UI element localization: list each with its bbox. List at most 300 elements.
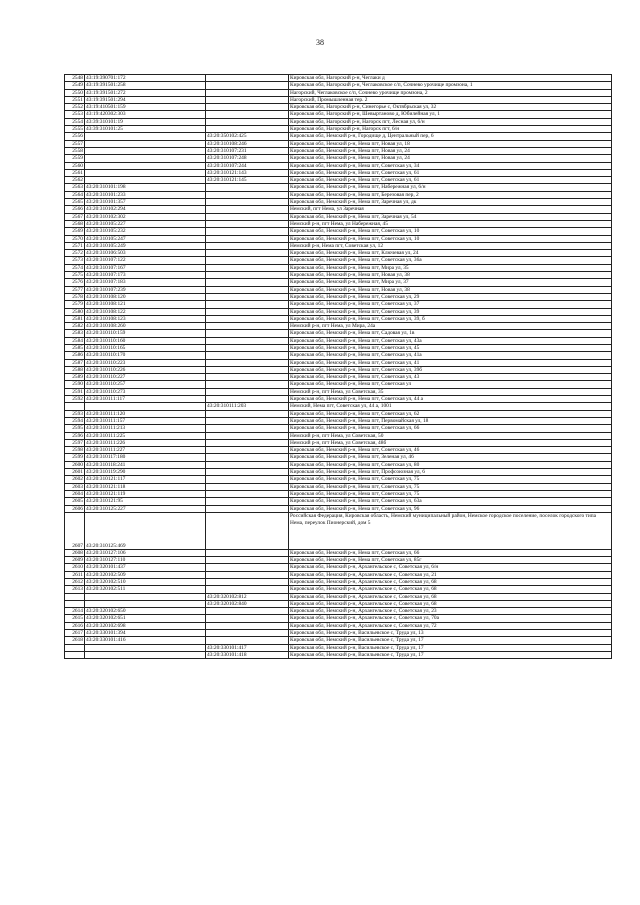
- cadastral-number-cell: 43:20:310110:223: [85, 359, 206, 366]
- address-cell: Кировская обл, Немский р-н, Нема пгт, Советская ул, 61: [289, 169, 612, 176]
- related-cadastral-number-cell: [206, 206, 289, 213]
- cadastral-number-cell: 43:20:320102:650: [85, 608, 206, 615]
- table-row: [65, 410, 612, 417]
- related-cadastral-number-cell: [206, 637, 289, 644]
- address-cell: Кировская обл, Немский р-н, Архангельское с, Советская ул, 6/н: [289, 564, 612, 571]
- cadastral-number-cell: 43:20:310107:122: [85, 257, 206, 264]
- address-cell: Кировская обл, Немский р-н, Васильевское с, Труда ул, 17: [289, 637, 612, 644]
- cadastral-number-cell: 43:39:310101:25: [85, 126, 206, 133]
- related-cadastral-number-cell: [206, 111, 289, 118]
- row-number-cell: [65, 403, 85, 410]
- address-cell: Кировская обл, Немский р-н, Нема пгт, Советская ул, 66: [289, 549, 612, 556]
- row-number-cell: [65, 644, 85, 651]
- address-cell: Кировская обл, Немский р-н, Нема пгт, Советская ул, 44 а: [289, 396, 612, 403]
- table-row: [65, 213, 612, 220]
- related-cadastral-number-cell: [206, 257, 289, 264]
- address-cell: Кировская обл, Немский р-н, Васильевское с, Труда ул, 17: [289, 644, 612, 651]
- related-cadastral-number-cell: [206, 425, 289, 432]
- cadastral-number-cell: 43:20:310110:273: [85, 388, 206, 395]
- table-row: [65, 593, 612, 600]
- table-row: [65, 579, 612, 586]
- table-row: [65, 439, 612, 446]
- cadastral-number-cell: 43:20:310105:247: [85, 235, 206, 242]
- related-cadastral-number-cell: [206, 220, 289, 227]
- row-number-cell: [65, 651, 85, 658]
- address-cell: Кировская обл, Немский р-н, Архангельское с, Советская ул, 68: [289, 600, 612, 607]
- cadastral-number-cell: 43:20:310121:118: [85, 483, 206, 490]
- address-cell: Немский р-н, пгт Нема, ул Советская, 35: [289, 388, 612, 395]
- address-cell: Кировская обл, Немский р-н, Нема пгт, Новая ул, 18: [289, 140, 612, 147]
- cadastral-number-cell: [85, 155, 206, 162]
- cadastral-number-cell: [85, 140, 206, 147]
- address-cell: Кировская обл, Немский р-н, Нема пгт, Новая ул, 38: [289, 286, 612, 293]
- related-cadastral-number-cell: [206, 250, 289, 257]
- related-cadastral-number-cell: [206, 461, 289, 468]
- table-row: [65, 337, 612, 344]
- row-number-cell: 2617: [65, 630, 85, 637]
- related-cadastral-number-cell: [206, 366, 289, 373]
- cadastral-number-cell: 43:20:310121:95: [85, 498, 206, 505]
- related-cadastral-number-cell: [206, 228, 289, 235]
- address-cell: Кировская обл, Немский р-н, Нема пгт, Советская ул, 96: [289, 505, 612, 512]
- row-number-cell: 2597: [65, 439, 85, 446]
- row-number-cell: 2580: [65, 308, 85, 315]
- related-cadastral-number-cell: [206, 549, 289, 556]
- related-cadastral-number-cell: 43:20:310107:248: [206, 155, 289, 162]
- address-cell: Кировская обл, Нагорский р-н, Синегорье с, Октябрьская ул, 32: [289, 104, 612, 111]
- row-number-cell: 2604: [65, 490, 85, 497]
- table-row: [65, 425, 612, 432]
- related-cadastral-number-cell: [206, 447, 289, 454]
- table-row: [65, 279, 612, 286]
- table-row: [65, 293, 612, 300]
- table-row: [65, 330, 612, 337]
- related-cadastral-number-cell: [206, 89, 289, 96]
- cadastral-number-cell: [85, 147, 206, 154]
- table-row: [65, 235, 612, 242]
- table-row: [65, 89, 612, 96]
- table-row: [65, 366, 612, 373]
- related-cadastral-number-cell: 43:20:330101:418: [206, 651, 289, 658]
- row-number-cell: 2595: [65, 425, 85, 432]
- cadastral-number-cell: [85, 403, 206, 410]
- related-cadastral-number-cell: [206, 104, 289, 111]
- row-number-cell: 2594: [65, 417, 85, 424]
- table-row: [65, 483, 612, 490]
- table-row: [65, 637, 612, 644]
- related-cadastral-number-cell: 43:20:310121:145: [206, 177, 289, 184]
- cadastral-number-cell: 43:20:310108:121: [85, 301, 206, 308]
- row-number-cell: 2548: [65, 75, 85, 82]
- address-cell: Кировская обл, Немский р-н, Нема пгт, Мира ул, 37: [289, 279, 612, 286]
- related-cadastral-number-cell: [206, 410, 289, 417]
- registry-table: [64, 74, 612, 659]
- cadastral-number-cell: 43:20:330101:394: [85, 630, 206, 637]
- cadastral-number-cell: 43:20:330101:416: [85, 637, 206, 644]
- address-cell: Кировская обл, Немский р-н, Нема пгт, Заречная ул, дк: [289, 199, 612, 206]
- cadastral-number-cell: 43:20:310108:123: [85, 315, 206, 322]
- table-row: [65, 352, 612, 359]
- address-cell: Кировская обл, Немский р-н, Нема пгт, Советская ул, 63а: [289, 498, 612, 505]
- related-cadastral-number-cell: [206, 264, 289, 271]
- related-cadastral-number-cell: [206, 615, 289, 622]
- address-cell: Кировская обл, Немский р-н, Нема пгт, Профсоюзная ул, 6: [289, 469, 612, 476]
- row-number-cell: 2572: [65, 250, 85, 257]
- row-number-cell: 2566: [65, 206, 85, 213]
- table-row: [65, 257, 612, 264]
- table-row: [65, 82, 612, 89]
- cadastral-number-cell: 43:20:310111:157: [85, 417, 206, 424]
- table-row: [65, 469, 612, 476]
- address-cell: Кировская обл, Немский р-н, Нема пгт, Советская ул, 45: [289, 344, 612, 351]
- address-cell: Кировская обл, Немский р-н, Нема пгт, Советская ул, 34: [289, 162, 612, 169]
- address-cell: Кировская обл, Нагорский р-н, Чеглаковское с/п, Сочнево урочище промзона, 1: [289, 82, 612, 89]
- row-number-cell: 2586: [65, 352, 85, 359]
- table-row: [65, 644, 612, 651]
- table-row: [65, 140, 612, 147]
- row-number-cell: 2559: [65, 155, 85, 162]
- address-cell: Российская Федерация, Кировская область, Немский муниципальный район, Немское городское поселение, поселок городского типа Нема, переулок Пионерский, дом 5: [289, 512, 612, 549]
- cadastral-number-cell: 43:20:310110:165: [85, 344, 206, 351]
- row-number-cell: 2609: [65, 557, 85, 564]
- cadastral-number-cell: 43:20:320102:698: [85, 622, 206, 629]
- address-cell: Кировская обл, Немский р-н, Нема пгт, Советская ул, 41: [289, 359, 612, 366]
- cadastral-number-cell: 43:20:310108:122: [85, 308, 206, 315]
- cadastral-number-cell: 43:20:310105:249: [85, 242, 206, 249]
- table-row: [65, 498, 612, 505]
- address-cell: Немский р-н, пгт Нема, ул Советская, 50: [289, 432, 612, 439]
- related-cadastral-number-cell: [206, 454, 289, 461]
- cadastral-number-cell: 43:20:310105:227: [85, 220, 206, 227]
- row-number-cell: 2552: [65, 104, 85, 111]
- row-number-cell: 2600: [65, 461, 85, 468]
- related-cadastral-number-cell: [206, 323, 289, 330]
- row-number-cell: 2574: [65, 264, 85, 271]
- related-cadastral-number-cell: 43:20:310107:231: [206, 147, 289, 154]
- related-cadastral-number-cell: 43:20:310108:246: [206, 140, 289, 147]
- row-number-cell: 2558: [65, 147, 85, 154]
- related-cadastral-number-cell: [206, 512, 289, 549]
- cadastral-number-cell: 43:19:391501:272: [85, 89, 206, 96]
- row-number-cell: 2588: [65, 366, 85, 373]
- related-cadastral-number-cell: [206, 235, 289, 242]
- row-number-cell: 2585: [65, 344, 85, 351]
- row-number-cell: 2561: [65, 169, 85, 176]
- related-cadastral-number-cell: [206, 213, 289, 220]
- address-cell: Кировская обл, Немский р-н, Васильевское с, Труда ул, 17: [289, 651, 612, 658]
- row-number-cell: 2590: [65, 381, 85, 388]
- table-row: [65, 220, 612, 227]
- related-cadastral-number-cell: [206, 126, 289, 133]
- address-cell: Кировская обл, Немский р-н, Нема пгт, Советская ул, 39б: [289, 366, 612, 373]
- row-number-cell: 2573: [65, 257, 85, 264]
- cadastral-number-cell: 43:20:310117:180: [85, 454, 206, 461]
- row-number-cell: 2569: [65, 228, 85, 235]
- row-number-cell: 2584: [65, 337, 85, 344]
- cadastral-number-cell: [85, 651, 206, 658]
- table-row: [65, 600, 612, 607]
- row-number-cell: 2611: [65, 571, 85, 578]
- table-row: [65, 564, 612, 571]
- row-number-cell: 2593: [65, 410, 85, 417]
- table-row: [65, 169, 612, 176]
- address-cell: Кировская обл, Немский р-н, Нема пгт, Советская ул, 10: [289, 228, 612, 235]
- row-number-cell: 2567: [65, 213, 85, 220]
- address-cell: Кировская обл, Немский р-н, Нема пгт, Советская ул, 75: [289, 476, 612, 483]
- related-cadastral-number-cell: [206, 586, 289, 593]
- cadastral-number-cell: 43:20:310111:213: [85, 425, 206, 432]
- related-cadastral-number-cell: 43:20:310107:244: [206, 162, 289, 169]
- table-row: [65, 651, 612, 658]
- address-cell: Кировская обл, Нагорский р-н, Чеглаки д: [289, 75, 612, 82]
- row-number-cell: 2568: [65, 220, 85, 227]
- address-cell: Кировская обл, Немский р-н, Нема пгт, Советская ул, 10: [289, 235, 612, 242]
- address-cell: Кировская обл, Немский р-н, Нема пгт, Советская ул, 43: [289, 374, 612, 381]
- row-number-cell: 2576: [65, 279, 85, 286]
- cadastral-number-cell: 43:20:310107:167: [85, 264, 206, 271]
- cadastral-number-cell: [85, 600, 206, 607]
- address-cell: Кировская обл, Немский р-н, Архангельское с, Советская ул, 70а: [289, 615, 612, 622]
- related-cadastral-number-cell: [206, 432, 289, 439]
- related-cadastral-number-cell: [206, 469, 289, 476]
- row-number-cell: 2602: [65, 476, 85, 483]
- related-cadastral-number-cell: 43:20:310111:203: [206, 403, 289, 410]
- table-row: [65, 454, 612, 461]
- address-cell: Кировская обл, Немский р-н, Нема пгт, Советская ул, 29: [289, 293, 612, 300]
- row-number-cell: 2575: [65, 272, 85, 279]
- related-cadastral-number-cell: [206, 301, 289, 308]
- row-number-cell: 2618: [65, 637, 85, 644]
- table-row: [65, 315, 612, 322]
- table-row: [65, 147, 612, 154]
- row-number-cell: 2551: [65, 96, 85, 103]
- table-row: [65, 388, 612, 395]
- cadastral-number-cell: 43:19:420302:303: [85, 111, 206, 118]
- row-number-cell: 2615: [65, 615, 85, 622]
- cadastral-number-cell: 43:20:310110:257: [85, 381, 206, 388]
- cadastral-number-cell: 43:20:310111:117: [85, 396, 206, 403]
- table-row: [65, 490, 612, 497]
- address-cell: Кировская обл, Немский р-н, Нема пгт, Советская ул, 36а: [289, 257, 612, 264]
- row-number-cell: [65, 600, 85, 607]
- cadastral-number-cell: 43:20:310118:241: [85, 461, 206, 468]
- row-number-cell: 2579: [65, 301, 85, 308]
- address-cell: Кировская обл, Немский р-н, Нема пгт, Советская ул, 39: [289, 308, 612, 315]
- related-cadastral-number-cell: [206, 483, 289, 490]
- row-number-cell: 2606: [65, 505, 85, 512]
- address-cell: Кировская обл, Нагорский р-н, Нагорск пгт, 6/н: [289, 126, 612, 133]
- cadastral-number-cell: 43:20:310110:226: [85, 366, 206, 373]
- address-cell: Кировская обл, Немский р-н, Нема пгт, Советская ул, 75: [289, 483, 612, 490]
- row-number-cell: 2570: [65, 235, 85, 242]
- address-cell: Кировская обл, Немский р-н, Нема пгт, Советская ул, 62: [289, 410, 612, 417]
- row-number-cell: 2562: [65, 177, 85, 184]
- related-cadastral-number-cell: [206, 417, 289, 424]
- address-cell: Кировская обл, Немский р-н, Нема пгт, Советская ул, 80: [289, 461, 612, 468]
- row-number-cell: 2583: [65, 330, 85, 337]
- cadastral-number-cell: 43:20:310125:227: [85, 505, 206, 512]
- row-number-cell: 2554: [65, 118, 85, 125]
- address-cell: Кировская обл, Немский р-н, Нема пгт, Новая ул, 24: [289, 155, 612, 162]
- related-cadastral-number-cell: [206, 82, 289, 89]
- registry-table-body: [65, 75, 612, 659]
- related-cadastral-number-cell: [206, 330, 289, 337]
- cadastral-number-cell: [85, 169, 206, 176]
- related-cadastral-number-cell: [206, 388, 289, 395]
- row-number-cell: [65, 593, 85, 600]
- table-row: [65, 250, 612, 257]
- cadastral-number-cell: 43:20:310111:227: [85, 447, 206, 454]
- row-number-cell: 2563: [65, 184, 85, 191]
- row-number-cell: 2592: [65, 396, 85, 403]
- related-cadastral-number-cell: [206, 315, 289, 322]
- table-row: [65, 126, 612, 133]
- cadastral-number-cell: 43:20:310101:233: [85, 191, 206, 198]
- row-number-cell: 2578: [65, 293, 85, 300]
- related-cadastral-number-cell: [206, 359, 289, 366]
- related-cadastral-number-cell: [206, 344, 289, 351]
- related-cadastral-number-cell: [206, 308, 289, 315]
- cadastral-number-cell: 43:20:310108:260: [85, 323, 206, 330]
- address-cell: Кировская обл, Немский р-н, Архангельское с, Советская ул, 68: [289, 593, 612, 600]
- address-cell: Немский, пгт Нема, ул Заречная: [289, 206, 612, 213]
- related-cadastral-number-cell: [206, 352, 289, 359]
- cadastral-number-cell: 43:20:310121:119: [85, 490, 206, 497]
- related-cadastral-number-cell: [206, 279, 289, 286]
- table-row: [65, 104, 612, 111]
- related-cadastral-number-cell: [206, 476, 289, 483]
- related-cadastral-number-cell: [206, 571, 289, 578]
- table-row: [65, 272, 612, 279]
- address-cell: Немский р-н, пгт Нема, ул Советская, 48б: [289, 439, 612, 446]
- table-row: [65, 308, 612, 315]
- related-cadastral-number-cell: [206, 579, 289, 586]
- address-cell: Кировская обл, Немский р-н, Архангельское с, Советская ул, 68: [289, 579, 612, 586]
- address-cell: Кировская обл, Немский р-н, Нема пгт, Советская ул, 85г: [289, 557, 612, 564]
- related-cadastral-number-cell: [206, 337, 289, 344]
- table-row: [65, 476, 612, 483]
- table-row: [65, 155, 612, 162]
- row-number-cell: 2610: [65, 564, 85, 571]
- related-cadastral-number-cell: [206, 498, 289, 505]
- cadastral-number-cell: 43:20:310110:170: [85, 352, 206, 359]
- address-cell: Кировская обл, Немский р-н, Нема пгт, Советская ул, 46: [289, 447, 612, 454]
- cadastral-number-cell: 43:20:320102:511: [85, 586, 206, 593]
- table-row: [65, 461, 612, 468]
- row-number-cell: 2599: [65, 454, 85, 461]
- related-cadastral-number-cell: 43:20:330101:417: [206, 644, 289, 651]
- row-number-cell: 2582: [65, 323, 85, 330]
- table-row: [65, 75, 612, 82]
- address-cell: Кировская обл, Немский р-н, Нема пгт, Советская ул, 37: [289, 301, 612, 308]
- cadastral-number-cell: 43:20:310111:226: [85, 439, 206, 446]
- address-cell: Кировская обл, Немский р-н, Городище д, Центральный пер, 6: [289, 133, 612, 140]
- cadastral-number-cell: 43:20:310101:357: [85, 199, 206, 206]
- address-cell: Кировская обл, Немский р-н, Нема пгт, Советская ул: [289, 381, 612, 388]
- table-row: [65, 571, 612, 578]
- cadastral-number-cell: 43:20:320102:509: [85, 571, 206, 578]
- row-number-cell: 2565: [65, 199, 85, 206]
- related-cadastral-number-cell: [206, 293, 289, 300]
- row-number-cell: 2614: [65, 608, 85, 615]
- row-number-cell: 2591: [65, 388, 85, 395]
- cadastral-number-cell: 43:20:310121:117: [85, 476, 206, 483]
- table-row: [65, 228, 612, 235]
- table-row: [65, 301, 612, 308]
- table-row: [65, 264, 612, 271]
- table-row: [65, 118, 612, 125]
- cadastral-number-cell: 43:20:310105:232: [85, 228, 206, 235]
- address-cell: Кировская обл, Немский р-н, Нема пгт, Новая ул, 24: [289, 147, 612, 154]
- cadastral-number-cell: 43:20:310110:160: [85, 337, 206, 344]
- address-cell: Кировская обл, Немский р-н, Нема пгт, Советская ул, 41а: [289, 352, 612, 359]
- row-number-cell: 2557: [65, 140, 85, 147]
- row-number-cell: 2555: [65, 126, 85, 133]
- row-number-cell: 2598: [65, 447, 85, 454]
- cadastral-number-cell: 43:20:310102:302: [85, 213, 206, 220]
- address-cell: Кировская обл, Немский р-н, Нема пгт, Советская ул, 39, б: [289, 315, 612, 322]
- cadastral-number-cell: 43:20:310125:469: [85, 512, 206, 549]
- cadastral-number-cell: 43:20:310108:120: [85, 293, 206, 300]
- row-number-cell: 2605: [65, 498, 85, 505]
- address-cell: Нагорский, Промышленная тер. 2: [289, 96, 612, 103]
- cadastral-number-cell: 43:19:391501:258: [85, 82, 206, 89]
- row-number-cell: 2601: [65, 469, 85, 476]
- row-number-cell: 2603: [65, 483, 85, 490]
- row-number-cell: 2556: [65, 133, 85, 140]
- table-row: [65, 403, 612, 410]
- related-cadastral-number-cell: 43:20:320102:812: [206, 593, 289, 600]
- address-cell: Кировская обл, Немский р-н, Нема пгт, Набережная ул, 6/н: [289, 184, 612, 191]
- related-cadastral-number-cell: [206, 505, 289, 512]
- cadastral-number-cell: 43:19:390701:172: [85, 75, 206, 82]
- table-row: [65, 557, 612, 564]
- related-cadastral-number-cell: [206, 381, 289, 388]
- address-cell: Кировская обл, Немский р-н, Нема пгт, Советская ул, 66: [289, 425, 612, 432]
- address-cell: Кировская обл, Немский р-н, Нема пгт, Садовая ул, 1в: [289, 330, 612, 337]
- cadastral-number-cell: [85, 133, 206, 140]
- address-cell: Кировская обл, Немский р-н, Архангельское с, Советская ул, 72: [289, 622, 612, 629]
- related-cadastral-number-cell: [206, 191, 289, 198]
- address-cell: Немский, Нема пгт, Советская ул, 44 а, 1001: [289, 403, 612, 410]
- cadastral-number-cell: 43:20:310127:106: [85, 549, 206, 556]
- cadastral-number-cell: [85, 644, 206, 651]
- related-cadastral-number-cell: [206, 439, 289, 446]
- related-cadastral-number-cell: [206, 242, 289, 249]
- cadastral-number-cell: 43:20:310110:227: [85, 374, 206, 381]
- address-cell: Нагорский, Чеглаковское с/п, Сочнево урочище промзона, 2: [289, 89, 612, 96]
- row-number-cell: 2577: [65, 286, 85, 293]
- table-row: [65, 505, 612, 512]
- cadastral-number-cell: 43:20:310106:503: [85, 250, 206, 257]
- address-cell: Кировская обл, Немский р-н, Нема пгт, Новая ул, 38: [289, 272, 612, 279]
- address-cell: Кировская обл, Нагорский р-н, Шевыртаново д, Юбилейная ул, 1: [289, 111, 612, 118]
- related-cadastral-number-cell: [206, 374, 289, 381]
- table-row: [65, 381, 612, 388]
- related-cadastral-number-cell: 43:20:350102:425: [206, 133, 289, 140]
- table-row: [65, 447, 612, 454]
- related-cadastral-number-cell: 43:20:310121:143: [206, 169, 289, 176]
- table-row: [65, 162, 612, 169]
- address-cell: Кировская обл, Немский р-н, Нема пгт, Березовая пер, 2: [289, 191, 612, 198]
- related-cadastral-number-cell: 43:20:320102:840: [206, 600, 289, 607]
- cadastral-number-cell: 43:20:310110:159: [85, 330, 206, 337]
- cadastral-number-cell: 43:20:310111:120: [85, 410, 206, 417]
- table-row: [65, 242, 612, 249]
- row-number-cell: 2560: [65, 162, 85, 169]
- row-number-cell: 2581: [65, 315, 85, 322]
- row-number-cell: 2550: [65, 89, 85, 96]
